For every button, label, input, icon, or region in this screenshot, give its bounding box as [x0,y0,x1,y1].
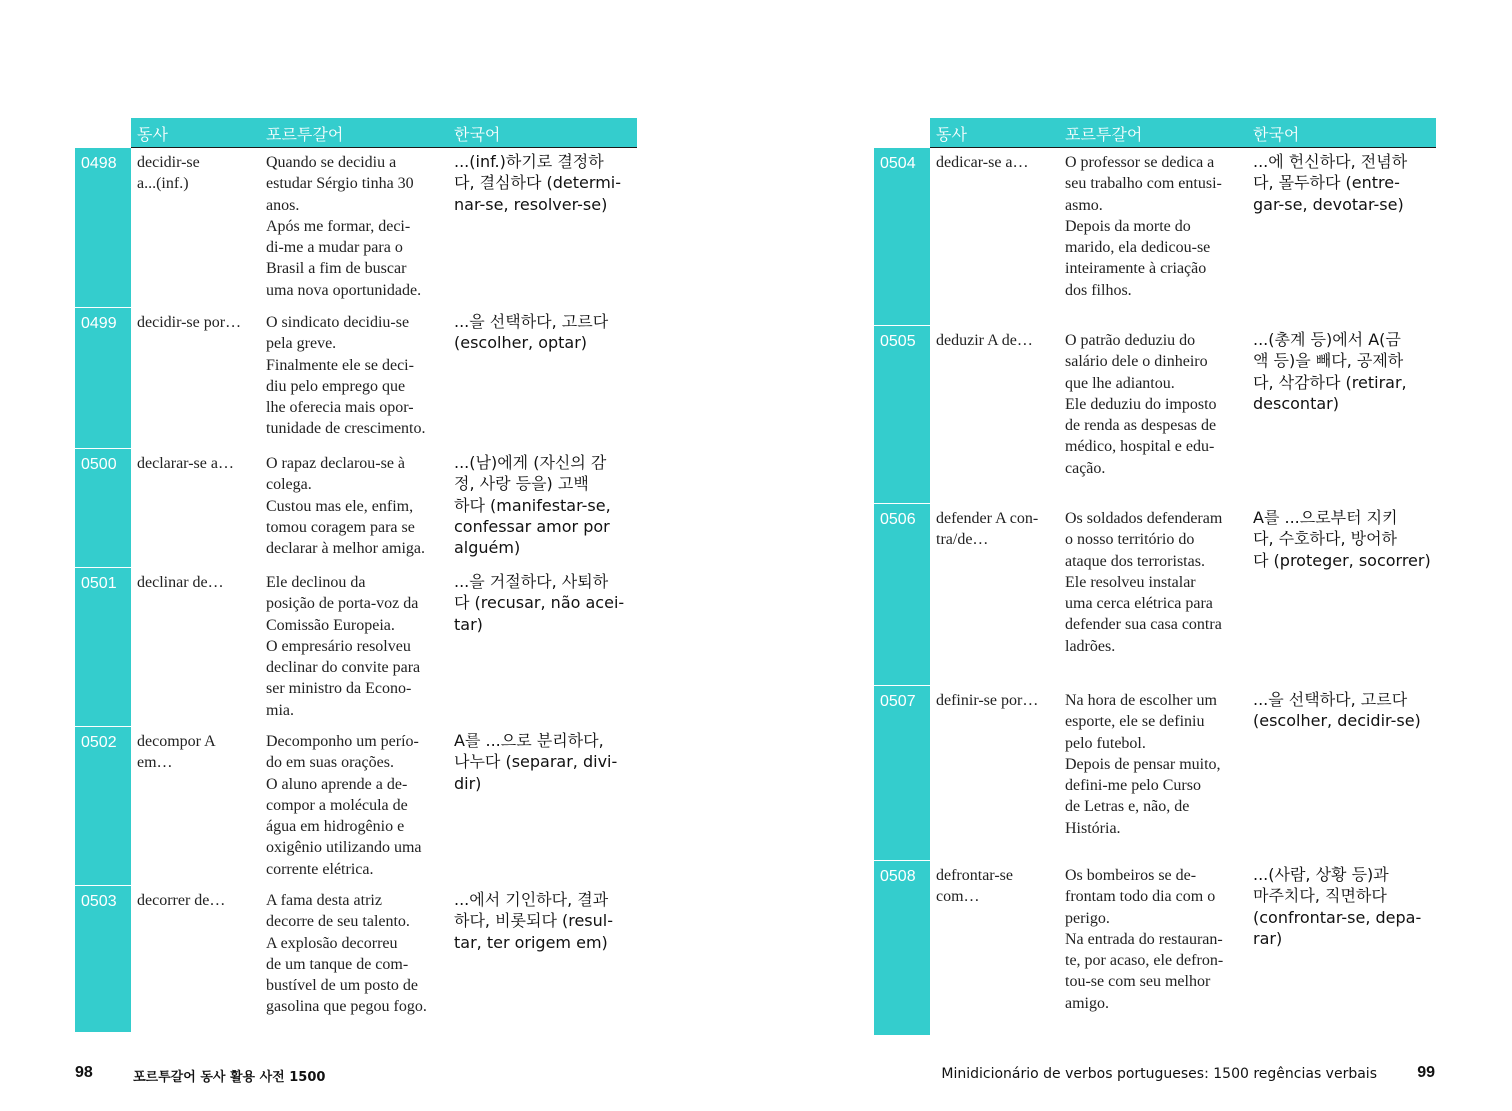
entry-row [75,568,637,727]
entry-example: Os bombeiros se de- frontam todo dia com o perigo. Na entrada do restauran- te, por acaso, ele defron- tou-se com seu melhor amigo. [1065,867,1224,1012]
entry-number: 0505 [874,326,930,504]
entry-example: O professor se dedica a seu trabalho com entusi- asmo. Depois da morte do marido, ela dedicou-se inteiramente à criação dos filhos. [1065,154,1222,299]
entry-number: 0506 [874,504,930,686]
entry-example: O rapaz declarou-se à colega. Custou mas ele, enfim, tomou coragem para se declarar à melhor amiga. [266,455,426,558]
left-page-number: 98 [75,1064,93,1081]
entry-row [75,886,637,1032]
header-verb: 동사 [137,125,168,144]
header-verb: 동사 [936,125,967,144]
right-running-title: Minidicionário de verbos portugueses: 1500 regências verbais [941,1066,1377,1082]
left-page-table [75,118,637,1032]
right-page-table [874,118,1436,1035]
entry-example: O sindicato decidiu-se pela greve. Finalmente ele se deci- diu pelo emprego que lhe oferecia mais opor- tunidade de crescimento. [266,314,426,438]
entry-number: 0508 [874,861,930,1035]
entry-verb: dedicar-se a… [936,154,1029,171]
entry-number: 0498 [75,148,131,308]
entry-korean: ...(남)에게 (자신의 감 정, 사랑 등을) 고백 하다 (manifestar-se, confessar amor por alguém) [454,453,611,558]
entry-korean: ...을 거절하다, 사퇴하 다 (recusar, não acei- tar) [454,572,625,634]
entry-example: A fama desta atriz decorre de seu talento. A explosão decorreu de um tanque de com- bustível de um posto de gasolina que pegou fogo. [266,892,427,1016]
entry-example: Os soldados defenderam o nosso território do ataque dos terroristas. Ele resolveu instalar uma cerca elétrica para defender sua casa contra ladrões. [1065,510,1223,655]
entry-verb: definir-se por… [936,692,1039,709]
entry-number: 0504 [874,148,930,326]
entry-korean: A를 ...으로부터 지키 다, 수호하다, 방어하 다 (proteger, socorrer) [1253,508,1431,570]
entry-row [874,504,1436,686]
entry-verb: deduzir A de… [936,332,1033,349]
entry-verb: decidir-se por… [137,314,242,331]
entry-example: Ele declinou da posição de porta-voz da Comissão Europeia. O empresário resolveu declinar do convite para ser ministro da Econo- mia. [266,574,421,719]
entry-number: 0501 [75,568,131,727]
table-header [75,118,637,148]
entry-row [75,148,637,308]
entry-row [874,148,1436,326]
entry-korean: ...(사람, 상황 등)과 마주치다, 직면하다 (confrontar-se, depa- rar) [1253,865,1422,948]
entry-verb: defender A con- tra/de… [936,510,1039,549]
entry-korean: ...을 선택하다, 고르다 (escolher, optar) [454,312,609,353]
entry-number: 0503 [75,886,131,1032]
entry-example: Decomponho um perío- do em suas orações. O aluno aprende a de- compor a molécula de água em hidrogênio e oxigênio utilizando uma corrente elétrica. [266,733,422,878]
header-korean: 한국어 [454,125,501,144]
left-running-title: 포르투갈어 동사 활용 사전 1500 [133,1070,326,1085]
table-header [874,118,1436,148]
entry-row [874,686,1436,861]
entry-korean: ...에서 기인하다, 결과 하다, 비롯되다 (resul- tar, ter origem em) [454,890,614,952]
entry-korean: ...(총계 등)에서 A(금 액 등)을 빼다, 공제하 다, 삭감하다 (retirar, descontar) [1253,330,1407,413]
entry-number: 0507 [874,686,930,861]
entry-number: 0500 [75,449,131,568]
entry-example: Na hora de escolher um esporte, ele se definiu pelo futebol. Depois de pensar muito, defini-me pelo Curso de Letras e, não, de História. [1065,692,1221,837]
entry-verb: decorrer de… [137,892,226,909]
entry-verb: defrontar-se com… [936,867,1013,906]
right-page-number: 99 [1417,1064,1435,1081]
entry-example: O patrão deduziu do salário dele o dinheiro que lhe adiantou. Ele deduziu do imposto de renda as despesas de médico, hospital e edu- cação. [1065,332,1217,477]
entry-korean: A를 ...으로 분리하다, 나누다 (separar, divi- dir) [454,731,618,793]
entry-row [874,861,1436,1035]
entry-verb: decompor A em… [137,733,216,772]
header-portuguese: 포르투갈어 [266,125,344,144]
entry-korean: ...에 헌신하다, 전념하 다, 몰두하다 (entre- gar-se, devotar-se) [1253,152,1408,214]
entry-korean: ...을 선택하다, 고르다 (escolher, decidir-se) [1253,690,1421,731]
entry-korean: ...(inf.)하기로 결정하 다, 결심하다 (determi- nar-se, resolver-se) [454,152,621,214]
entry-verb: declinar de… [137,574,224,591]
entry-verb: declarar-se a… [137,455,234,472]
entry-row [75,449,637,568]
header-korean: 한국어 [1253,125,1300,144]
entry-number: 0502 [75,727,131,886]
entry-row [75,308,637,449]
entry-row [75,727,637,886]
entry-verb: decidir-se a...(inf.) [137,154,200,193]
entry-number: 0499 [75,308,131,449]
entry-example: Quando se decidiu a estudar Sérgio tinha 30 anos. Após me formar, deci- di-me a mudar para o Brasil a fim de buscar uma nova oportunidade. [266,154,422,299]
header-portuguese: 포르투갈어 [1065,125,1143,144]
entry-row [874,326,1436,504]
